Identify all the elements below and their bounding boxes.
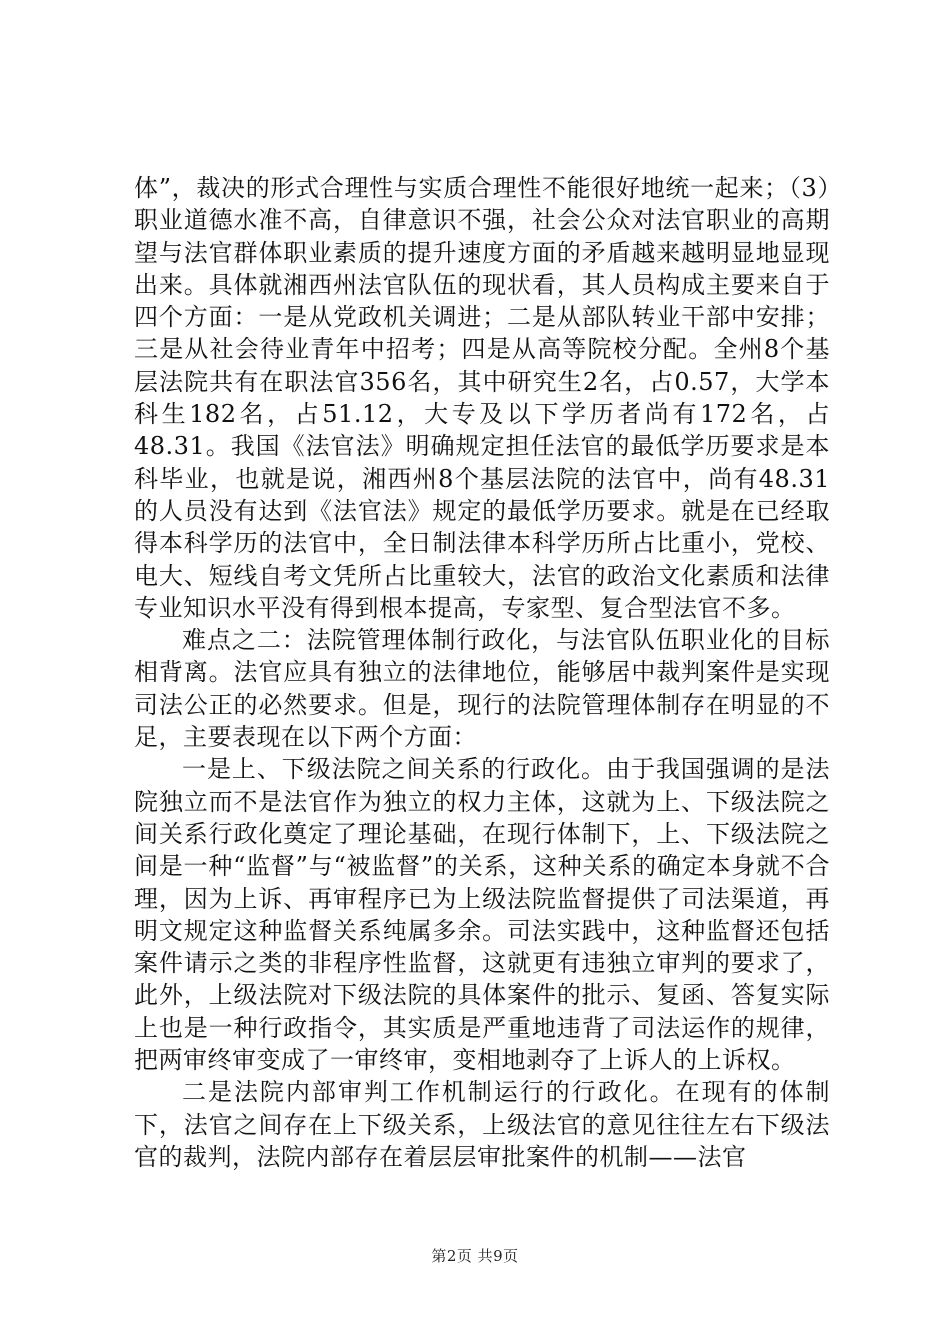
document-body <box>134 172 830 1173</box>
paragraph-3: 一是上、下级法院之间关系的行政化。由于我国强调的是法院独立而不是法官作为独立的权力主体，这就为上、下级法院之间关系行政化奠定了理论基础，在现行体制下，上、下级法院之间是一种“监督”与“被监督”的关系，这种关系的确定本身就不合理，因为上诉、再审程序已为上级法院监督提供了司法渠道，再明文规定这种监督关系纯属多余。司法实践中，这种监督还包括案件请示之类的非程序性监督，这就更有违独立审判的要求了，此外，上级法院对下级法院的具体案件的批示、复函、答复实际上也是一种行政指令，其实质是严重地违背了司法运作的规律，把两审终审变成了一审终审，变相地剥夺了上诉人的上诉权。 <box>134 755 830 1075</box>
paragraph-4: 二是法院内部审判工作机制运行的行政化。在现有的体制下，法官之间存在上下级关系，上级法官的意见往往左右下级法官的裁判，法院内部存在着层层审批案件的机制——法官 <box>134 1078 830 1171</box>
page-number-footer: 第2页 共9页 <box>431 1247 519 1265</box>
paragraph-2: 难点之二：法院管理体制行政化，与法官队伍职业化的目标相背离。法官应具有独立的法律地位，能够居中裁判案件是实现司法公正的必然要求。但是，现行的法院管理体制存在明显的不足，主要表现在以下两个方面： <box>134 626 830 752</box>
paragraph-1: 体”，裁决的形式合理性与实质合理性不能很好地统一起来；（3）职业道德水准不高，自律意识不强，社会公众对法官职业的高期望与法官群体职业素质的提升速度方面的矛盾越来越明显地显现出来。具体就湘西州法官队伍的现状看，其人员构成主要来自于四个方面：一是从党政机关调进；二是从部队转业干部中安排；三是从社会待业青年中招考；四是从高等院校分配。全州8个基层法院共有在职法官356名，其中研究生2名，占0.57，大学本科生182名，占51.12，大专及以下学历者尚有172名，占48.31。我国《法官法》明确规定担任法官的最低学历要求是本科毕业，也就是说，湘西州8个基层法院的法官中，尚有48.31的人员没有达到《法官法》规定的最低学历要求。就是在已经取得本科学历的法官中，全日制法律本科学历所占比重小，党校、电大、短线自考文凭所占比重较大，法官的政治文化素质和法律专业知识水平没有得到根本提高，专家型、复合型法官不多。 <box>134 174 830 622</box>
